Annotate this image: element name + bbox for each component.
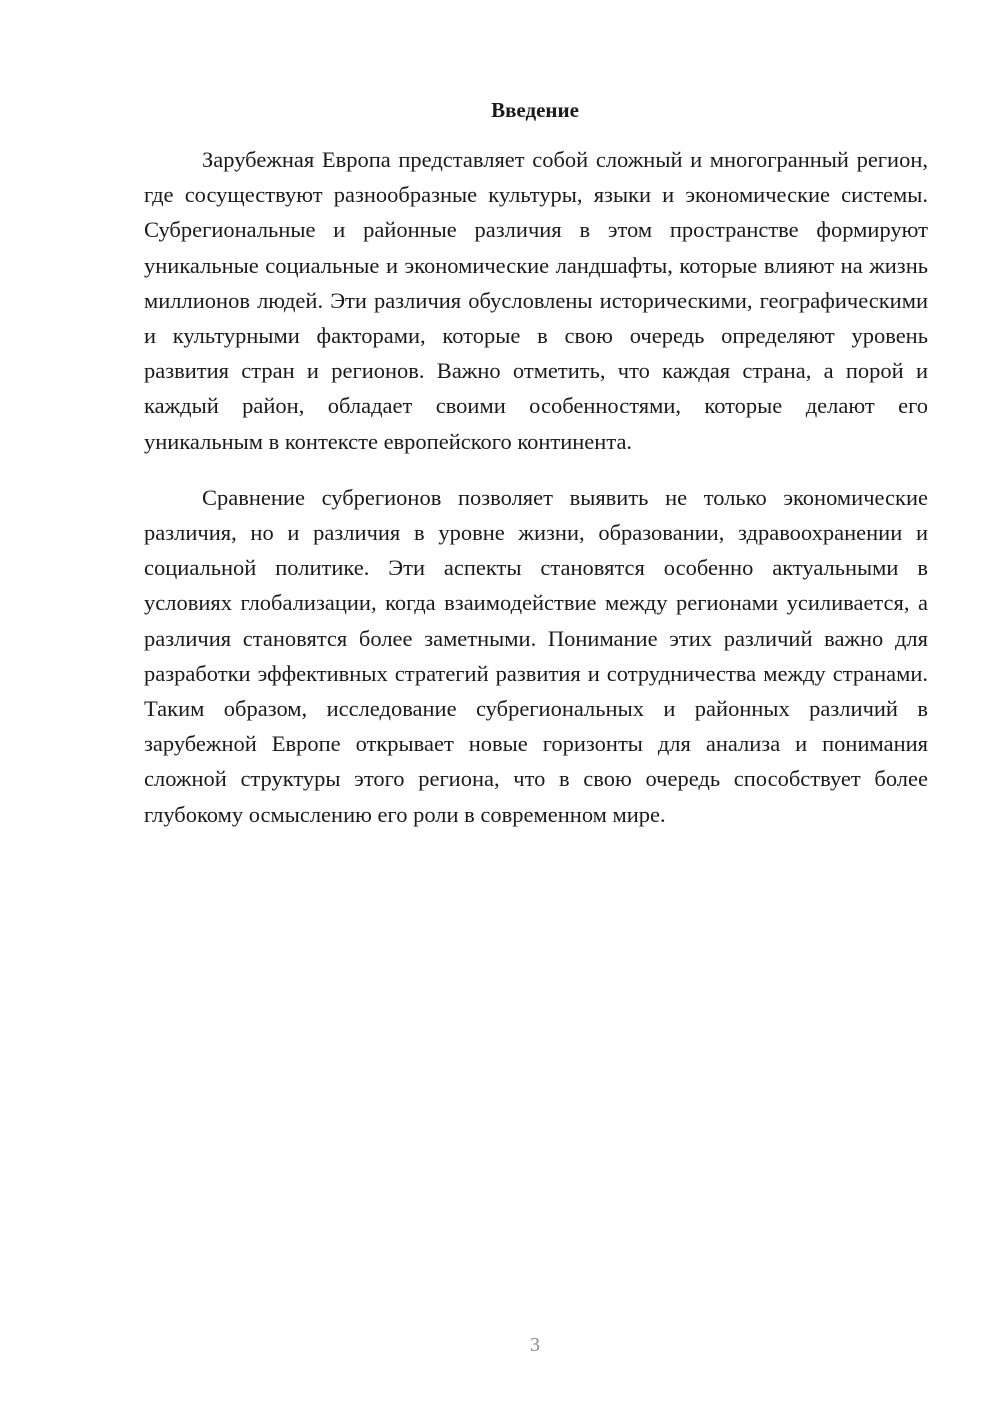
page-number: 3 — [530, 1334, 540, 1356]
body-text — [144, 142, 928, 832]
paragraph-comparison: Сравнение субрегионов позволяет выявить не только экономические различия, но и различия в уровне жизни, образовании, здравоохранении и социальной политике. Эти аспекты становятся особенно актуальными в условиях глобализации, когда взаимодействие между регионами усиливается, а различия становятся более заметными. Понимание этих различий важно для разработки эффективных стратегий развития и сотрудничества между странами. Таким образом, исследование субрегиональных и районных различий в зарубежной Европе открывает новые горизонты для анализа и понимания сложной структуры этого региона, что в свою очередь способствует более глубокому осмыслению его роли в современном мире. — [144, 484, 928, 827]
page-title: Введение — [491, 98, 579, 122]
paragraph-intro: Зарубежная Европа представляет собой сложный и многогранный регион, где сосуществуют разнообразные культуры, языки и экономические системы. Субрегиональные и районные различия в этом пространстве формируют уникальные социальные и экономические ландшафты, которые влияют на жизнь миллионов людей. Эти различия обусловлены историческими, географическими и культурными факторами, которые в свою очередь определяют уровень развития стран и регионов. Важно отметить, что каждая страна, а порой и каждый район, обладает своими особенностями, которые делают его уникальным в контексте европейского континента. — [144, 147, 928, 454]
